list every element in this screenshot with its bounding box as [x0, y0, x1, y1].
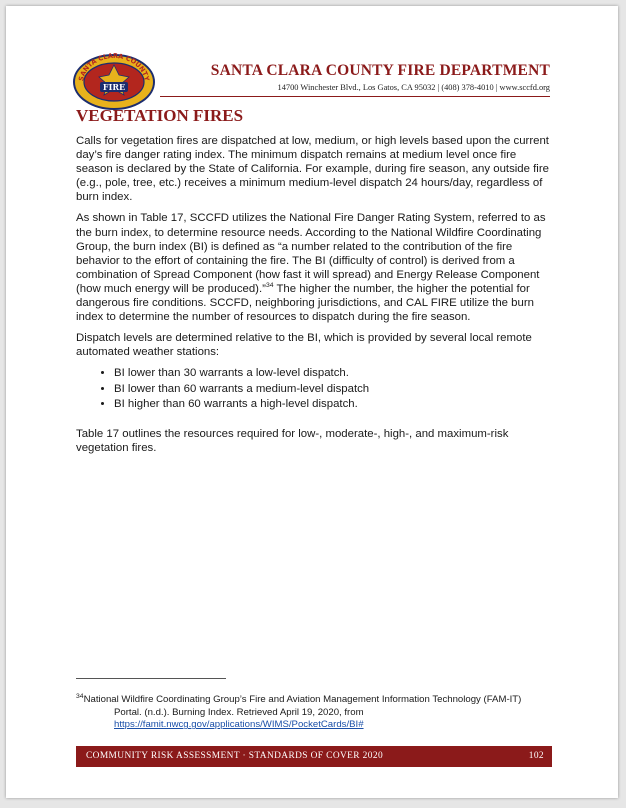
footnote-number: 34: [76, 692, 84, 700]
footnote-link[interactable]: https://famit.nwcg.gov/applications/WIMS/PocketCards/BI#: [114, 719, 364, 731]
document-page: [6, 6, 618, 798]
page-number: 102: [528, 751, 544, 761]
footer-bar: [76, 746, 552, 767]
paragraph-table-reference: Table 17 outlines the resources required for low-, moderate-, high-, and maximum-risk vegetation fires.: [76, 427, 509, 454]
footnote-citation: National Wildfire Coordinating Group’s Fire and Aviation Management Information Technology (FAM-IT): [83, 694, 522, 705]
paragraph-burn-index: [76, 211, 554, 324]
fire-department-logo: [72, 48, 156, 110]
footnote-line-2: Portal. (n.d.). Burning Index. Retrieved April 19, 2020, from: [114, 706, 364, 718]
org-address: 14700 Winchester Blvd., Los Gatos, CA 95032 | (408) 378-4010 | www.sccfd.org: [277, 83, 550, 92]
list-item: • BI higher than 60 warrants a high-level dispatch.: [114, 397, 554, 413]
paragraph-dispatch-levels: Calls for vegetation fires are dispatched at low, medium, or high levels based upon the current day’s fire danger rating index. The minimum dispatch remains at medium level once fire season is declared by the State of California. For example, during fire season, any outside fire (e.g., pole, tree, etc.) receives a minimum medium-level dispatch 24 hours/day, regardless of burn index.: [76, 135, 549, 204]
footnote-divider: [76, 678, 226, 679]
paragraph-burn-index-text-b: The higher the number, the higher the potential for dangerous fire conditions. SCCFD, neighboring jurisdictions, and CAL FIRE utilize the burn index to determine the number of resources to dispatch during the fire season.: [76, 282, 534, 324]
footnote-line-3: [76, 719, 566, 732]
header-rule: [160, 96, 550, 97]
logo-arc-text: SANTA CLARA COUNTY: [77, 51, 151, 82]
section-title: VEGETATION FIRES: [76, 106, 244, 125]
footnote-reference[interactable]: 34: [265, 282, 274, 290]
footnote: [76, 694, 566, 732]
list-item: • BI lower than 30 warrants a low-level dispatch.: [114, 366, 554, 382]
body-text: [76, 134, 554, 462]
paragraph-burn-index-text-a: As shown in Table 17, SCCFD utilizes the National Fire Danger Rating System, referred to as the burn index, to determine resource needs. According to the National Wildfire Coordinating Group, the burn index (BI) is defined as “a number related to the contribution of the fire behavior to the effort of containing the fire. The BI (difficulty of control) is derived from a combination of Spread Component (how fast it will spread) and Energy Release Component (how much energy will be produced).”: [76, 212, 546, 295]
logo-badge-text: FIRE: [102, 82, 126, 92]
footnote-line-1: [76, 694, 566, 707]
dispatch-level-list: [76, 366, 554, 413]
list-item: • BI lower than 60 warrants a medium-level dispatch: [114, 382, 554, 398]
org-name: SANTA CLARA COUNTY FIRE DEPARTMENT: [210, 62, 550, 79]
paragraph-weather-stations: Dispatch levels are determined relative to the BI, which is provided by several local remote automated weather stations:: [76, 332, 532, 359]
footer-title: COMMUNITY RISK ASSESSMENT · STANDARDS OF COVER 2020: [86, 751, 384, 761]
